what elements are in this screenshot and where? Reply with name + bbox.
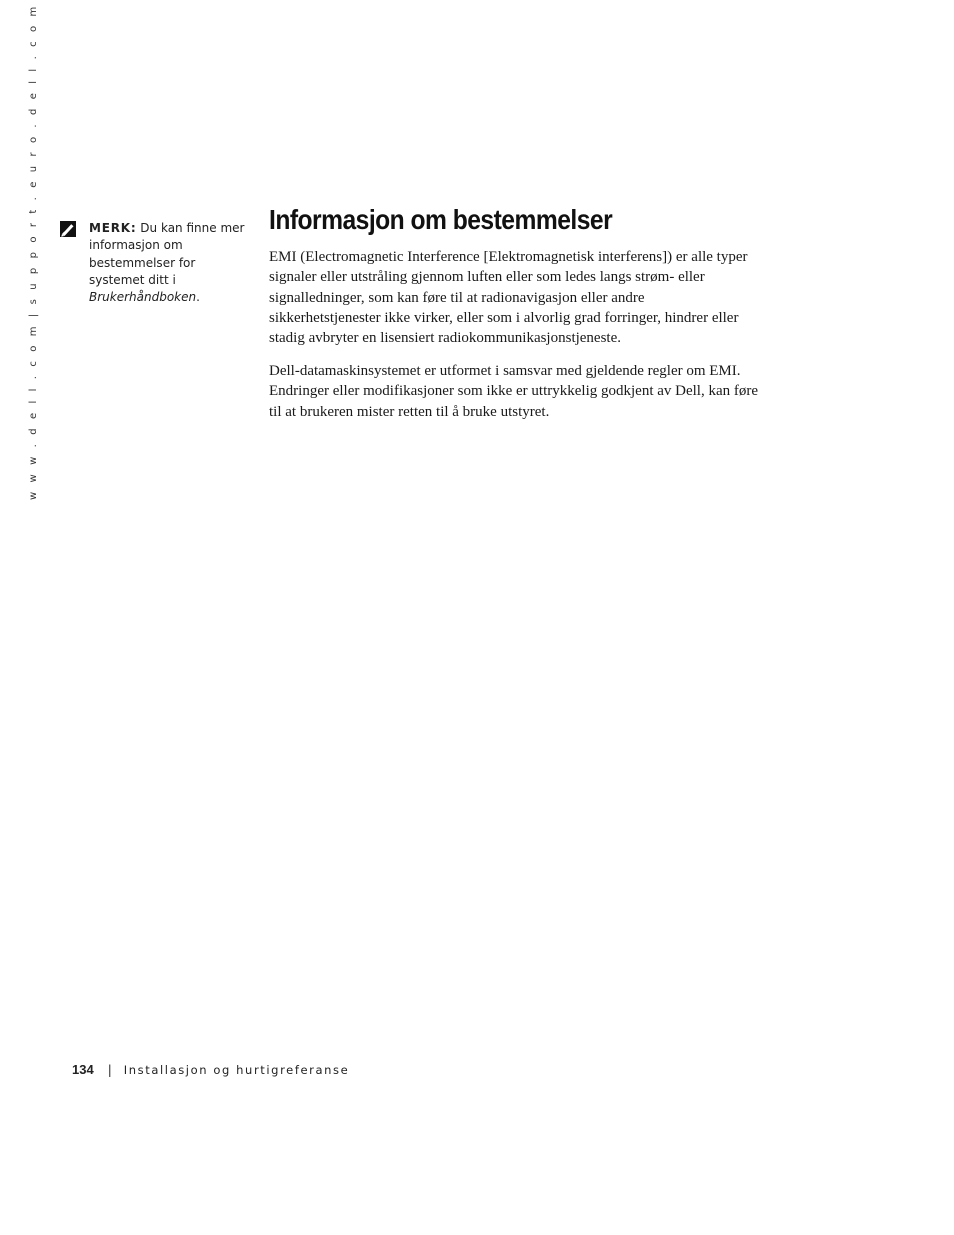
page-footer <box>72 1062 349 1077</box>
note-callout <box>89 220 249 306</box>
footer-separator: | <box>107 1063 112 1077</box>
note-end: . <box>196 290 200 305</box>
body-paragraph: Dell-datamaskinsystemet er utformet i samsvar med gjeldende regler om EMI. Endringer eller modifikasjoner som ikke er uttrykkelig godkjent av Dell, kan føre til at brukeren mister retten til å bruke utstyret. <box>269 363 759 420</box>
page-title: Informasjon om bestemmelser <box>269 204 613 235</box>
page-number: 134 <box>72 1062 94 1077</box>
note-label: MERK: <box>89 221 137 235</box>
footer-section-title: Installasjon og hurtigreferanse <box>123 1063 350 1077</box>
body-paragraph: EMI (Electromagnetic Interference [Elektromagnetisk interferens]) er alle typer signaler eller utstråling gjennom luften eller som ledes langs strøm- eller signalledninger, som kan føre til at radionavigasjon eller andre sikkerhetstjenester ikke virker, eller som i alvorlig grad forringer, hindrer eller stadig avbryter en lisensiert radiokommunikasjonstjeneste. <box>269 249 748 347</box>
side-url-text: w w w . d e l l . c o m | s u p p o r t . e u r o . d e l l . c o m <box>28 3 39 500</box>
note-reference: Brukerhåndboken <box>89 290 197 305</box>
note-text: Du kan finne mer informasjon om bestemmelser for systemet ditt i <box>89 221 245 287</box>
note-pencil-icon <box>58 220 78 238</box>
